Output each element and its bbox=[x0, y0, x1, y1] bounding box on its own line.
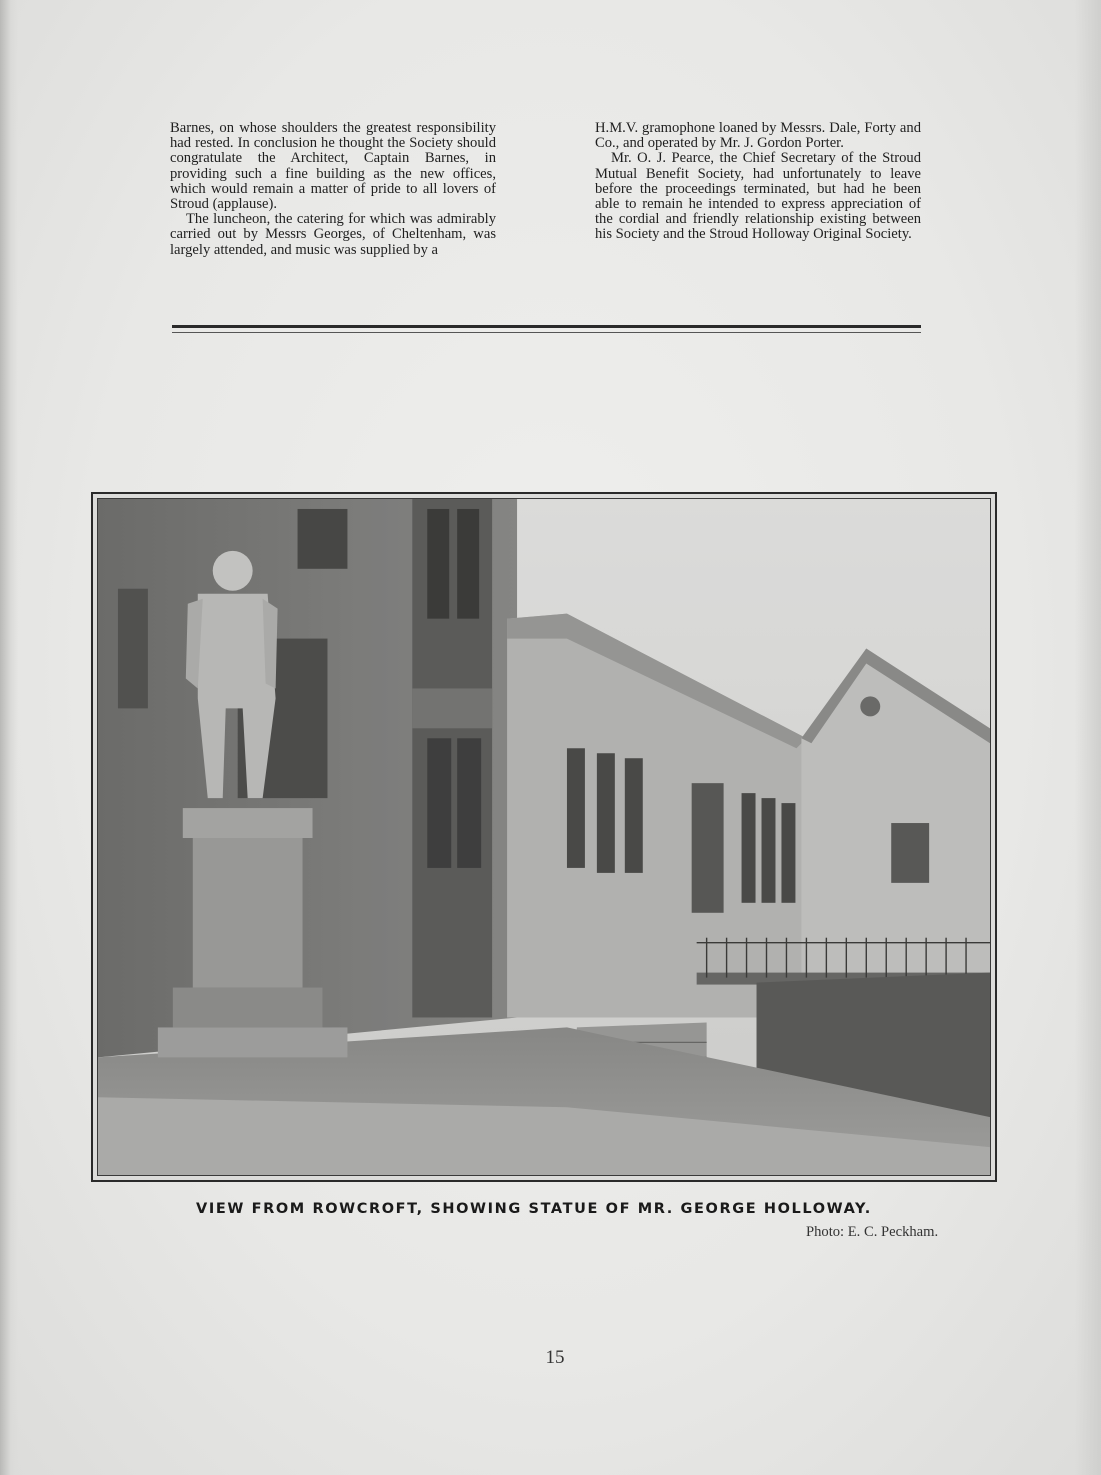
photo-credit: Photo: E. C. Peckham. bbox=[806, 1224, 939, 1240]
section-divider-thick bbox=[172, 325, 921, 328]
page-fold-shadow-right bbox=[1075, 0, 1101, 1475]
paragraph: The luncheon, the catering for which was admirably carried out by Messrs Georges, of Cheltenham, was largely attended, and music was supplied by a bbox=[170, 211, 496, 258]
photograph-rowcroft-statue bbox=[97, 498, 991, 1176]
paragraph: H.M.V. gramophone loaned by Messrs. Dale, Forty and Co., and operated by Mr. J. Gordon Porter. bbox=[595, 120, 921, 152]
paragraph: Barnes, on whose shoulders the greatest responsibility had rested. In conclusion he thought the Society should congratulate the Architect, Captain Barnes, in providing such a fine building as the new offices, which would remain a matter of pride to all lovers of Stroud (applause). bbox=[170, 120, 496, 213]
text-column-left bbox=[170, 121, 496, 258]
figure-caption: VIEW FROM ROWCROFT, SHOWING STATUE OF MR. GEORGE HOLLOWAY. bbox=[196, 1201, 872, 1217]
text-column-right bbox=[595, 121, 921, 243]
page-number: 15 bbox=[545, 1347, 565, 1368]
section-divider-thin bbox=[172, 332, 921, 333]
page-fold-shadow-left bbox=[0, 0, 18, 1475]
photo-frame bbox=[91, 492, 997, 1182]
paragraph: Mr. O. J. Pearce, the Chief Secretary of the Stroud Mutual Benefit Society, had unfortunately to leave before the proceedings terminated, but had he been able to remain he intended to express appreciation of the cordial and friendly relationship existing between his Society and the Stroud Holloway Original Society. bbox=[595, 150, 921, 243]
